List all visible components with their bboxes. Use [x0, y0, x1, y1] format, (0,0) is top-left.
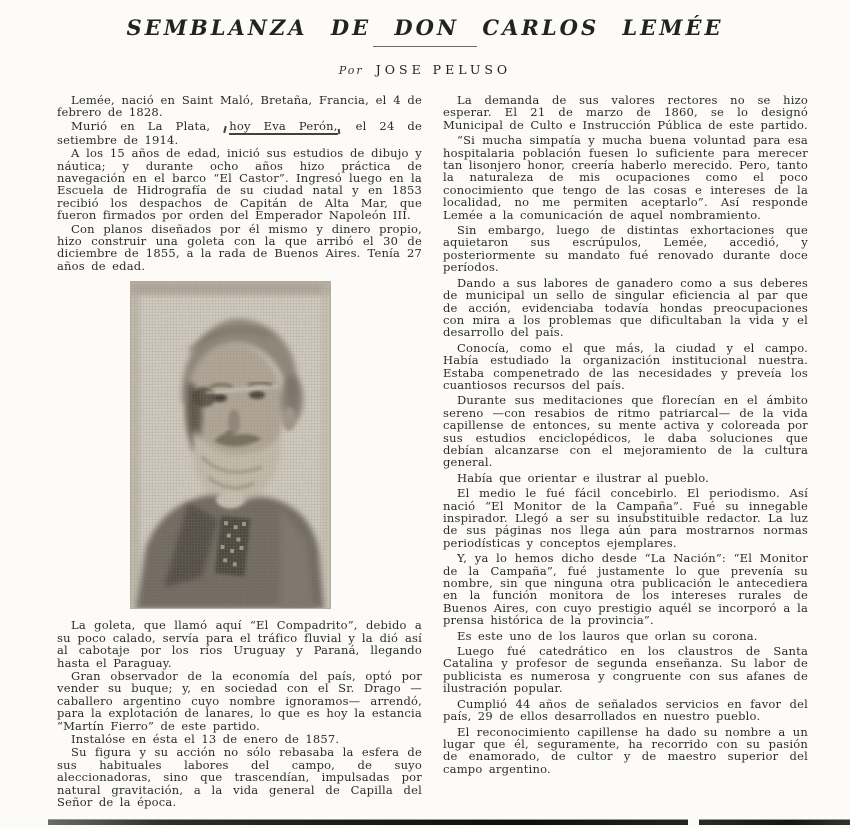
byline-prefix: Por	[338, 64, 364, 77]
paragraph-figura: Su figura y su acción no sólo rebasaba la esfera de sus habituales labores del campo, de suyo aleccionadoras, sino que trascendían, impulsadas por natural gravitación, a la vida general de Capilla del Señor de la época.	[57, 745, 422, 809]
byline	[0, 59, 850, 78]
page-title: SEMBLANZA DE DON CARLOS LEMÉE	[126, 15, 724, 40]
paragraph: Había que orientar e ilustrar al pueblo.	[457, 470, 710, 485]
paragraph-studies: A los 15 años de edad, inició sus estudios de dibujo y náutica; y durante ocho años hizo práctica de navegación en el barco “El Castor”. Ingresó luego en la Escuela de Hidrografía de su ciudad natal y en 1853 recibió los despachos de Capitán de Alta Mar, que fueron firmados por orden del Emperador Napoleón III.	[57, 146, 422, 223]
text-run: Murió en La Plata,	[71, 118, 224, 133]
paragraph: Es este uno de los lauros que orlan su corona.	[457, 628, 758, 643]
paragraph: El medio le fué fácil concebirlo. El periodismo. Así nació “El Monitor de la Campaña”. Fué su innegable inspirador. Llegó a ser su insubstituible redactor. La luz de sus páginas nos llega aún para mostrarnos normas periodísticas y conceptos ejemplares.	[443, 486, 808, 550]
portrait-of-bearded-man-image	[130, 281, 331, 609]
paragraph-compadrito: La goleta, que llamó aquí “El Compadrito”, debido a su poco calado, servía para el tráfico fluvial y la dió así al cabotaje por los ríos Uruguay y Paraná, llegando hasta el Paraguay.	[57, 618, 422, 670]
paragraph: “Si mucha simpatía y mucha buena voluntad para esa hospitalaria población fuesen lo suficiente para merecer tan lisonjero honor, creería haberlo merecido. Pero, tanto la naturaleza de mis ocupaciones como el poco conocimiento que tengo de las cosas e intereses de la localidad, no me permiten aceptarlo”. Así responde Lemée a la comunicación de aquel nombramiento.	[443, 133, 809, 222]
left-column	[57, 94, 422, 808]
paragraph: Durante sus meditaciones que florecían en el ámbito sereno —con resabios de ritmo patriarcal— de la vida capillense de entonces, su mente activa y coloreada por sus estudios enciclopédicos, le daba soluciones que debían alcanzarse con el mejoramiento de la cultura general.	[443, 393, 808, 470]
title-rule	[373, 46, 477, 47]
paragraph: Luego fué catedrático en los claustros de Santa Catalina y profesor de segunda enseñanza. Su labor de publicista es numerosa y congruente con sus afanes de ilustración popular.	[443, 644, 808, 696]
paragraph-observador: Gran observador de la economía del país, optó por vender su buque; y, en sociedad con el Sr. Drago —caballero argentino cuyo nombre ignoramos— arrendó, para la explotación de lanares, lo que es hoy la estancia “Martín Fierro” de este partido.	[57, 668, 422, 733]
handwritten-underline-annotation: hoy Eva Perón,	[229, 119, 337, 136]
paragraph-death	[57, 120, 422, 146]
paragraph-goleta: Con planos diseñados por él mismo y dinero propio, hizo construir una goleta con la que arribó el 30 de diciembre de 1855, a la rada de Buenos Aires. Tenía 27 años de edad.	[57, 221, 422, 273]
paragraph-birth: Lemée, nació en Saint Maló, Bretaña, Francia, el 4 de febrero de 1828.	[57, 93, 422, 120]
paragraph: El reconocimiento capillense ha dado su nombre a un lugar que él, seguramente, ha recorrido con su pasión de enamorado, de cultor y de maestro superior del campo argentino.	[443, 724, 808, 776]
right-column	[443, 94, 808, 808]
paragraph: Sin embargo, luego de distintas exhortaciones que aquietaron sus escrúpulos, Lemée, accedió, y posteriormente su mandato fué renovado durante doce períodos.	[443, 223, 808, 275]
portrait-photo	[130, 281, 331, 609]
article-columns	[57, 94, 808, 808]
paragraph-instalose: Instalóse en ésta el 13 de enero de 1857.	[71, 731, 340, 746]
paragraph: Conocía, como el que más, la ciudad y el campo. Había estudiado la organización institucional nuestra. Estaba compenetrado de las necesidades y preveía los cuantiosos recursos del país.	[443, 340, 808, 392]
scan-artifact-band	[699, 819, 850, 825]
text-run: el 24 de setiembre de 1914.	[57, 118, 422, 147]
paragraph: Y, ya lo hemos dicho desde “La Nación”: “El Monitor de la Campaña”, fué justamente lo que prevenía su nombre, sin que ninguna otra publicación le antecediera en la función monitora de los intereses rurales de Buenos Aires, con cuyo prestigio aquél se incorporó a la prensa histórica de la provincia”.	[443, 551, 808, 628]
byline-author: JOSE PELUSO	[375, 62, 512, 77]
scan-artifact-band	[48, 819, 688, 825]
handwritten-caret-mark	[223, 126, 227, 133]
paragraph: La demanda de sus valores rectores no se hizo esperar. El 21 de marzo de 1860, se lo designó Municipal de Culto e Instrucción Pública de este partido.	[443, 93, 808, 132]
photo-grain	[130, 281, 331, 609]
paragraph: Cumplió 44 años de señalados servicios en favor del país, 29 de ellos desarrollados en nuestro pueblo.	[443, 696, 808, 724]
paragraph: Dando a sus labores de ganadero como a sus deberes de municipal un sello de singular eficiencia al par que de acción, evidenciaba todavía hondas preocupaciones con mira a los problemas que dificultaban la vida y el desarrollo del país.	[443, 275, 808, 340]
handwritten-tick-mark	[337, 129, 340, 134]
